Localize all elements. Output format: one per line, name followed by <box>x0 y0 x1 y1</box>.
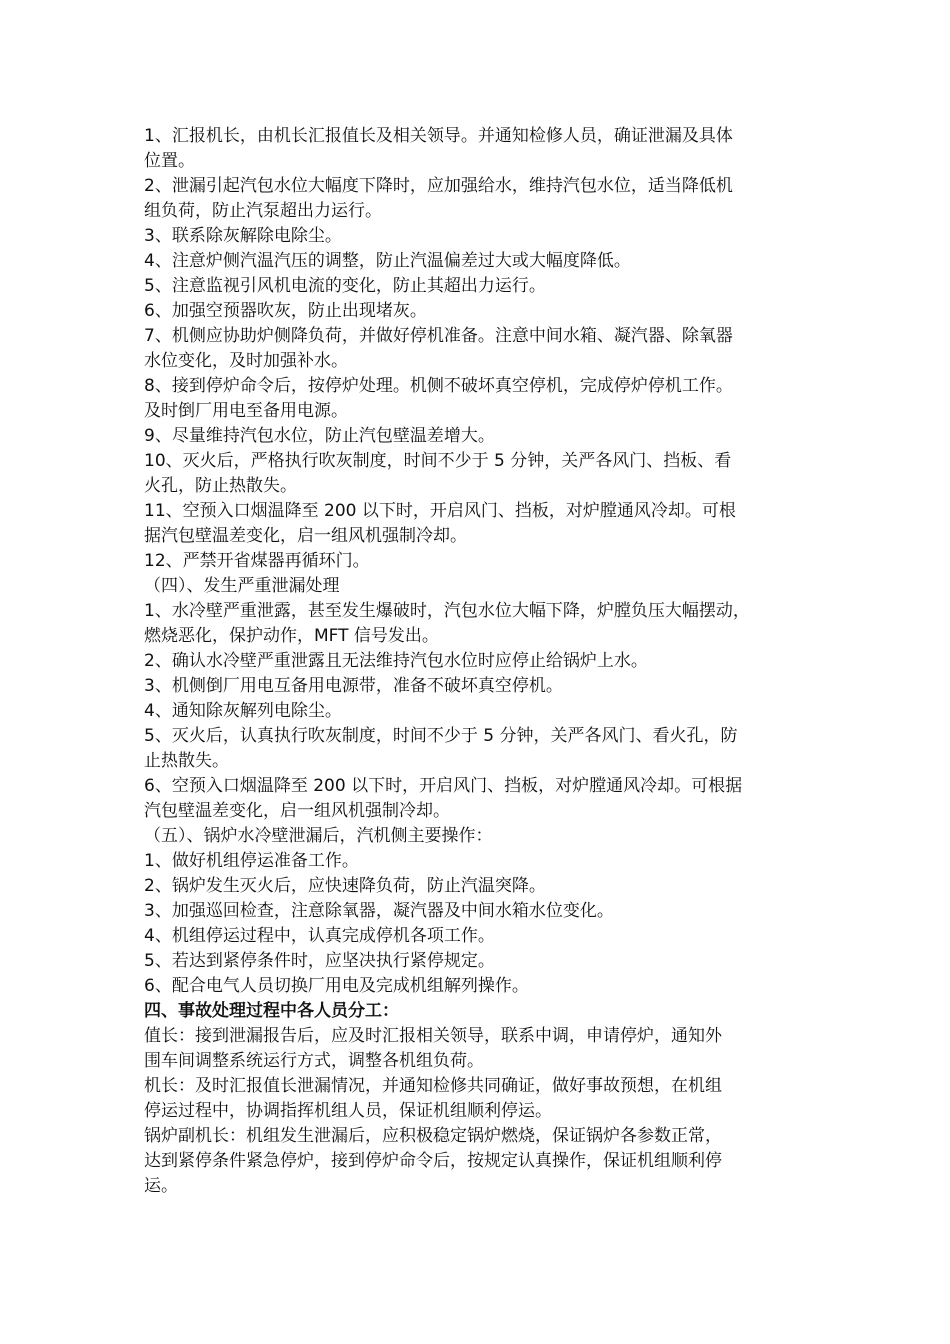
text-line: 汽包壁温差变化，启一组风机强制冷却。 <box>144 801 450 821</box>
text-line: 燃烧恶化，保护动作，MFT 信号发出。 <box>144 626 439 646</box>
text-line: 据汽包壁温差变化，启一组风机强制冷却。 <box>144 526 467 546</box>
text-line: 达到紧停条件紧急停炉，接到停炉命令后，按规定认真操作，保证机组顺利停 <box>144 1151 722 1171</box>
text-line: 2、确认水冷壁严重泄露且无法维持汽包水位时应停止给锅炉上水。 <box>144 651 648 671</box>
text-line: （四）、发生严重泄漏处理 <box>144 576 340 596</box>
text-line: 及时倒厂用电至备用电源。 <box>144 401 348 421</box>
text-line: 10、灭火后，严格执行吹灰制度，时间不少于 5 分钟，关严各风门、挡板、看 <box>144 451 732 471</box>
text-line: 11、空预入口烟温降至 200 以下时，开启风门、挡板，对炉膛通风冷却。可根 <box>144 501 736 521</box>
text-line: 3、加强巡回检查，注意除氧器，凝汽器及中间水箱水位变化。 <box>144 901 614 921</box>
text-line: 6、配合电气人员切换厂用电及完成机组解列操作。 <box>144 976 529 996</box>
text-line: 2、泄漏引起汽包水位大幅度下降时，应加强给水，维持汽包水位，适当降低机 <box>144 176 733 196</box>
text-line: 2、锅炉发生灭火后，应快速降负荷，防止汽温突降。 <box>144 876 546 896</box>
text-line: 3、机侧倒厂用电互备用电源带，准备不破坏真空停机。 <box>144 676 563 696</box>
text-line: 运。 <box>144 1176 178 1196</box>
text-line: 水位变化，及时加强补水。 <box>144 351 348 371</box>
text-line: 停运过程中，协调指挥机组人员，保证机组顺利停运。 <box>144 1101 552 1121</box>
text-line: 锅炉副机长：机组发生泄漏后，应积极稳定锅炉燃烧，保证锅炉各参数正常， <box>144 1126 722 1146</box>
text-line: 4、通知除灰解列电除尘。 <box>144 701 342 721</box>
text-line: 机长：及时汇报值长泄漏情况，并通知检修共同确证，做好事故预想，在机组 <box>144 1076 722 1096</box>
text-line: 3、联系除灰解除电除尘。 <box>144 226 342 246</box>
text-line: 5、若达到紧停条件时，应坚决执行紧停规定。 <box>144 951 495 971</box>
text-line: 1、做好机组停运准备工作。 <box>144 851 359 871</box>
section-heading: 四、事故处理过程中各人员分工： <box>144 1001 399 1021</box>
text-line: 5、注意监视引风机电流的变化，防止其超出力运行。 <box>144 276 546 296</box>
document-page <box>144 124 820 1199</box>
text-line: 止热散失。 <box>144 751 229 771</box>
text-line: 1、汇报机长，由机长汇报值长及相关领导。并通知检修人员，确证泄漏及具体 <box>144 126 733 146</box>
text-line: 组负荷，防止汽泵超出力运行。 <box>144 201 382 221</box>
text-line: 值长：接到泄漏报告后，应及时汇报相关领导，联系中调，申请停炉，通知外 <box>144 1026 722 1046</box>
text-line: 12、严禁开省煤器再循环门。 <box>144 551 370 571</box>
text-line: 8、接到停炉命令后，按停炉处理。机侧不破坏真空停机，完成停炉停机工作。 <box>144 376 733 396</box>
text-line: 4、机组停运过程中，认真完成停机各项工作。 <box>144 926 495 946</box>
text-line: 6、加强空预器吹灰，防止出现堵灰。 <box>144 301 427 321</box>
text-line: 5、灭火后，认真执行吹灰制度，时间不少于 5 分钟，关严各风门、看火孔，防 <box>144 726 738 746</box>
text-line: 6、空预入口烟温降至 200 以下时，开启风门、挡板，对炉膛通风冷却。可根据 <box>144 776 743 796</box>
text-line: 4、注意炉侧汽温汽压的调整，防止汽温偏差过大或大幅度降低。 <box>144 251 631 271</box>
text-line: 火孔，防止热散失。 <box>144 476 297 496</box>
text-line: 位置。 <box>144 151 195 171</box>
text-line: 围车间调整系统运行方式，调整各机组负荷。 <box>144 1051 484 1071</box>
text-line: 7、机侧应协助炉侧降负荷，并做好停机准备。注意中间水箱、凝汽器、除氧器 <box>144 326 733 346</box>
text-line: 1、水冷壁严重泄露，甚至发生爆破时，汽包水位大幅下降，炉膛负压大幅摆动， <box>144 601 750 621</box>
text-line: （五）、锅炉水冷壁泄漏后，汽机侧主要操作： <box>144 826 493 846</box>
text-line: 9、尽量维持汽包水位，防止汽包壁温差增大。 <box>144 426 495 446</box>
